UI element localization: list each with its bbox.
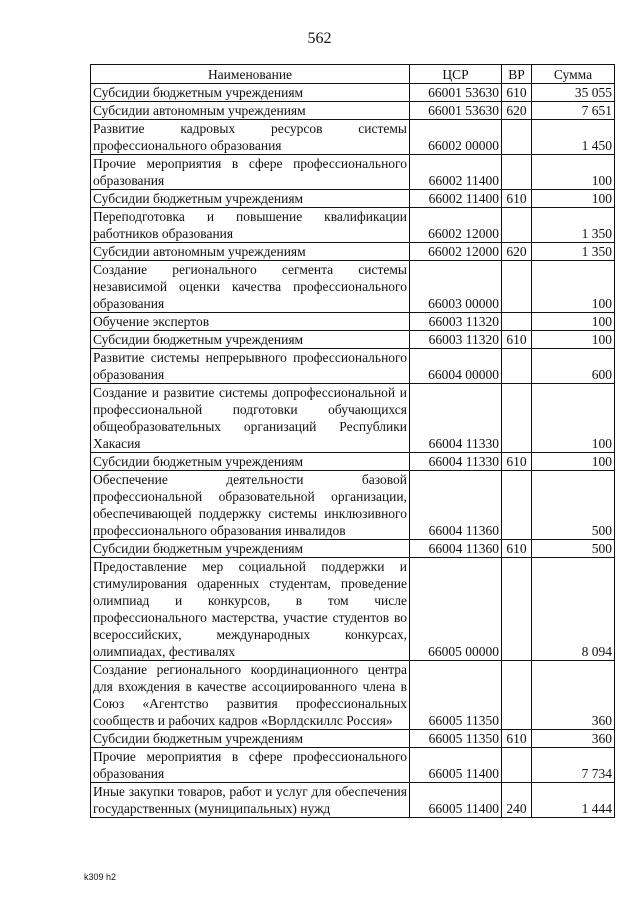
table-row bbox=[91, 453, 615, 471]
row-name: Создание и развитие системы допрофессиональной и профессиональной подготовки обучающихся общеобразовательных организаций Республики Хакасия bbox=[91, 384, 410, 453]
row-name: Субсидии бюджетным учреждениям bbox=[91, 540, 410, 558]
budget-table bbox=[90, 64, 615, 818]
row-csr: 66005 11400 bbox=[410, 748, 502, 783]
row-name: Обучение экспертов bbox=[91, 313, 410, 331]
row-name: Развитие системы непрерывного профессионального образования bbox=[91, 349, 410, 384]
row-csr: 66001 53630 bbox=[410, 84, 502, 102]
row-sum: 500 bbox=[532, 471, 615, 540]
header-vr: ВР bbox=[502, 65, 532, 84]
row-sum: 1 350 bbox=[532, 208, 615, 243]
row-sum: 100 bbox=[532, 331, 615, 349]
table-row bbox=[91, 331, 615, 349]
row-name: Прочие мероприятия в сфере профессионального образования bbox=[91, 748, 410, 783]
row-sum: 7 651 bbox=[532, 102, 615, 120]
row-sum: 100 bbox=[532, 190, 615, 208]
table-row bbox=[91, 84, 615, 102]
header-name: Наименование bbox=[91, 65, 410, 84]
row-sum: 100 bbox=[532, 155, 615, 190]
row-sum: 1 444 bbox=[532, 783, 615, 818]
page-number: 562 bbox=[307, 30, 332, 47]
row-vr: 610 bbox=[502, 331, 532, 349]
row-sum: 1 350 bbox=[532, 243, 615, 261]
row-csr: 66002 11400 bbox=[410, 190, 502, 208]
row-csr: 66003 11320 bbox=[410, 313, 502, 331]
row-vr bbox=[502, 208, 532, 243]
table-row bbox=[91, 102, 615, 120]
row-vr bbox=[502, 120, 532, 155]
row-name: Субсидии бюджетным учреждениям bbox=[91, 453, 410, 471]
row-name: Субсидии автономным учреждениям bbox=[91, 243, 410, 261]
row-vr bbox=[502, 748, 532, 783]
row-vr: 240 bbox=[502, 783, 532, 818]
row-vr bbox=[502, 349, 532, 384]
row-sum: 100 bbox=[532, 384, 615, 453]
row-vr: 620 bbox=[502, 102, 532, 120]
table-row bbox=[91, 349, 615, 384]
row-csr: 66005 00000 bbox=[410, 558, 502, 661]
table-row bbox=[91, 471, 615, 540]
row-csr: 66003 00000 bbox=[410, 261, 502, 313]
row-vr: 610 bbox=[502, 453, 532, 471]
row-csr: 66004 00000 bbox=[410, 349, 502, 384]
header-csr: ЦСР bbox=[410, 65, 502, 84]
row-sum: 500 bbox=[532, 540, 615, 558]
table-row bbox=[91, 661, 615, 730]
table-row bbox=[91, 384, 615, 453]
table-row bbox=[91, 190, 615, 208]
row-sum: 600 bbox=[532, 349, 615, 384]
row-vr: 620 bbox=[502, 243, 532, 261]
row-name: Субсидии автономным учреждениям bbox=[91, 102, 410, 120]
row-sum: 360 bbox=[532, 661, 615, 730]
row-vr bbox=[502, 384, 532, 453]
row-sum: 8 094 bbox=[532, 558, 615, 661]
row-name: Обеспечение деятельности базовой профессиональной образовательной организации, обеспечивающей поддержку системы инклюзивного профессионального образования инвалидов bbox=[91, 471, 410, 540]
footer-code: k309 h2 bbox=[84, 872, 117, 882]
row-name: Предоставление мер социальной поддержки и стимулирования одаренных студентам, проведение олимпиад и конкурсов, в том числе профессионального мастерства, участие студентов во всероссийских, международных конкурсах, олимпиадах, фестивалях bbox=[91, 558, 410, 661]
table-row bbox=[91, 748, 615, 783]
row-sum: 1 450 bbox=[532, 120, 615, 155]
row-csr: 66004 11360 bbox=[410, 540, 502, 558]
header-sum: Сумма bbox=[532, 65, 615, 84]
row-vr: 610 bbox=[502, 190, 532, 208]
row-sum: 360 bbox=[532, 730, 615, 748]
row-sum: 7 734 bbox=[532, 748, 615, 783]
row-vr bbox=[502, 261, 532, 313]
row-csr: 66005 11350 bbox=[410, 730, 502, 748]
row-csr: 66004 11330 bbox=[410, 384, 502, 453]
table-row bbox=[91, 155, 615, 190]
row-name: Субсидии бюджетным учреждениям bbox=[91, 730, 410, 748]
row-sum: 100 bbox=[532, 453, 615, 471]
row-sum: 100 bbox=[532, 313, 615, 331]
row-sum: 35 055 bbox=[532, 84, 615, 102]
row-csr: 66005 11400 bbox=[410, 783, 502, 818]
row-name: Иные закупки товаров, работ и услуг для обеспечения государственных (муниципальных) нужд bbox=[91, 783, 410, 818]
table-header-row bbox=[91, 65, 615, 84]
row-name: Субсидии бюджетным учреждениям bbox=[91, 190, 410, 208]
row-name: Создание регионального координационного центра для вхождения в качестве ассоциированного члена в Союз «Агентство развития профессиональных сообществ и рабочих кадров «Ворлдскиллс Россия» bbox=[91, 661, 410, 730]
table-row bbox=[91, 120, 615, 155]
table-row bbox=[91, 783, 615, 818]
row-csr: 66002 11400 bbox=[410, 155, 502, 190]
row-csr: 66004 11330 bbox=[410, 453, 502, 471]
row-csr: 66004 11360 bbox=[410, 471, 502, 540]
row-name: Переподготовка и повышение квалификации работников образования bbox=[91, 208, 410, 243]
table-row bbox=[91, 730, 615, 748]
table-row bbox=[91, 208, 615, 243]
row-vr bbox=[502, 558, 532, 661]
row-vr: 610 bbox=[502, 540, 532, 558]
row-vr bbox=[502, 661, 532, 730]
table-row bbox=[91, 243, 615, 261]
row-name: Субсидии бюджетным учреждениям bbox=[91, 84, 410, 102]
row-csr: 66002 00000 bbox=[410, 120, 502, 155]
row-csr: 66002 12000 bbox=[410, 208, 502, 243]
row-vr bbox=[502, 155, 532, 190]
table-row bbox=[91, 540, 615, 558]
row-csr: 66005 11350 bbox=[410, 661, 502, 730]
row-name: Развитие кадровых ресурсов системы профессионального образования bbox=[91, 120, 410, 155]
row-vr: 610 bbox=[502, 730, 532, 748]
row-csr: 66001 53630 bbox=[410, 102, 502, 120]
row-vr bbox=[502, 471, 532, 540]
row-vr: 610 bbox=[502, 84, 532, 102]
row-name: Прочие мероприятия в сфере профессионального образования bbox=[91, 155, 410, 190]
row-name: Субсидии бюджетным учреждениям bbox=[91, 331, 410, 349]
table-row bbox=[91, 558, 615, 661]
row-csr: 66002 12000 bbox=[410, 243, 502, 261]
row-sum: 100 bbox=[532, 261, 615, 313]
row-csr: 66003 11320 bbox=[410, 331, 502, 349]
row-vr bbox=[502, 313, 532, 331]
table-row bbox=[91, 313, 615, 331]
table-row bbox=[91, 261, 615, 313]
row-name: Создание регионального сегмента системы независимой оценки качества профессионального образования bbox=[91, 261, 410, 313]
